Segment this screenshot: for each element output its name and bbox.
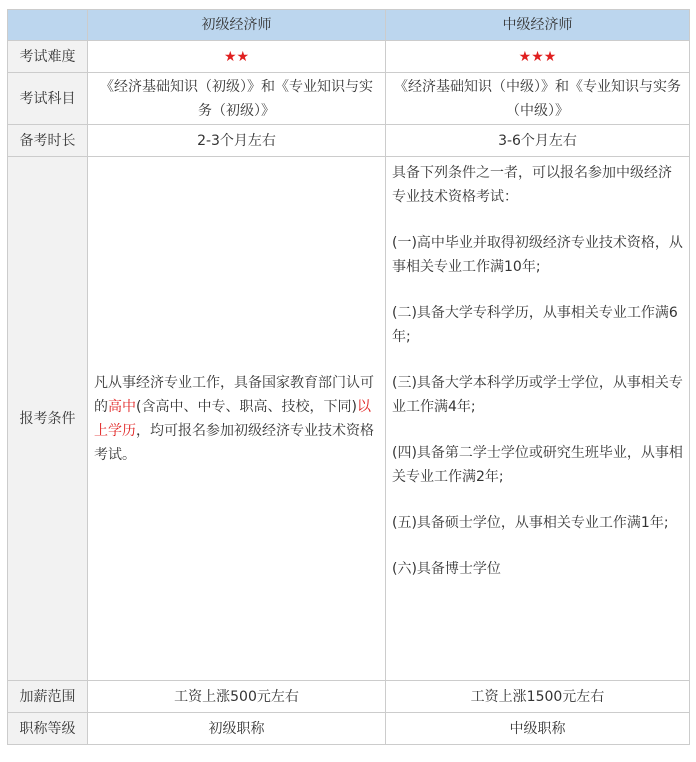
salary-intermediate: 工资上涨1500元左右 (386, 681, 690, 713)
row-label-difficulty: 考试难度 (8, 41, 88, 73)
conditions-intermediate-intro: 具备下列条件之一者，可以报名参加中级经济专业技术资格考试： (392, 165, 672, 205)
conditions-junior-highlight-highschool: 高中 (108, 398, 136, 415)
conditions-junior-text-2: (含高中、中专、职高、技校，下同) (136, 398, 357, 415)
row-difficulty (8, 41, 690, 73)
row-conditions (8, 157, 690, 681)
conditions-intermediate-item-1: (一)高中毕业并取得初级经济专业技术资格，从事相关专业工作满10年; (392, 235, 683, 275)
conditions-intermediate (386, 157, 690, 681)
difficulty-intermediate-stars: ★★★ (386, 41, 690, 73)
subjects-junior: 《经济基础知识（初级）》和《专业知识与实务（初级）》 (88, 73, 386, 125)
conditions-intermediate-item-4: (四)具备第二学士学位或研究生班毕业，从事相关专业工作满2年; (392, 445, 683, 485)
title-level-intermediate: 中级职称 (386, 713, 690, 745)
header-intermediate-economist: 中级经济师 (386, 10, 690, 41)
conditions-intermediate-item-6: (六)具备博士学位 (392, 561, 501, 577)
difficulty-junior-stars: ★★ (88, 41, 386, 73)
header-row (8, 10, 690, 41)
row-label-salary: 加薪范围 (8, 681, 88, 713)
title-level-junior: 初级职称 (88, 713, 386, 745)
conditions-junior-text-3: ，均可报名参加初级经济专业技术资格考试。 (94, 422, 374, 463)
row-label-title-level: 职称等级 (8, 713, 88, 745)
conditions-intermediate-item-3: (三)具备大学本科学历或学士学位，从事相关专业工作满4年; (392, 375, 683, 415)
conditions-junior (88, 157, 386, 681)
row-salary (8, 681, 690, 713)
prep-time-intermediate: 3-6个月左右 (386, 125, 690, 157)
salary-junior: 工资上涨500元左右 (88, 681, 386, 713)
header-junior-economist: 初级经济师 (88, 10, 386, 41)
comparison-table (7, 9, 690, 745)
row-title-level (8, 713, 690, 745)
subjects-intermediate: 《经济基础知识（中级）》和《专业知识与实务（中级）》 (386, 73, 690, 125)
row-label-subjects: 考试科目 (8, 73, 88, 125)
conditions-junior-highlight-above: 以上学历 (94, 398, 371, 439)
row-subjects (8, 73, 690, 125)
prep-time-junior: 2-3个月左右 (88, 125, 386, 157)
row-label-prep-time: 备考时长 (8, 125, 88, 157)
header-corner (8, 10, 88, 41)
conditions-junior-text-1: 凡从事经济专业工作，具备国家教育部门认可的 (94, 374, 374, 415)
row-label-conditions: 报考条件 (8, 157, 88, 681)
conditions-intermediate-item-5: (五)具备硕士学位，从事相关专业工作满1年; (392, 515, 669, 531)
conditions-intermediate-item-2: (二)具备大学专科学历，从事相关专业工作满6年; (392, 305, 678, 345)
row-prep-time (8, 125, 690, 157)
